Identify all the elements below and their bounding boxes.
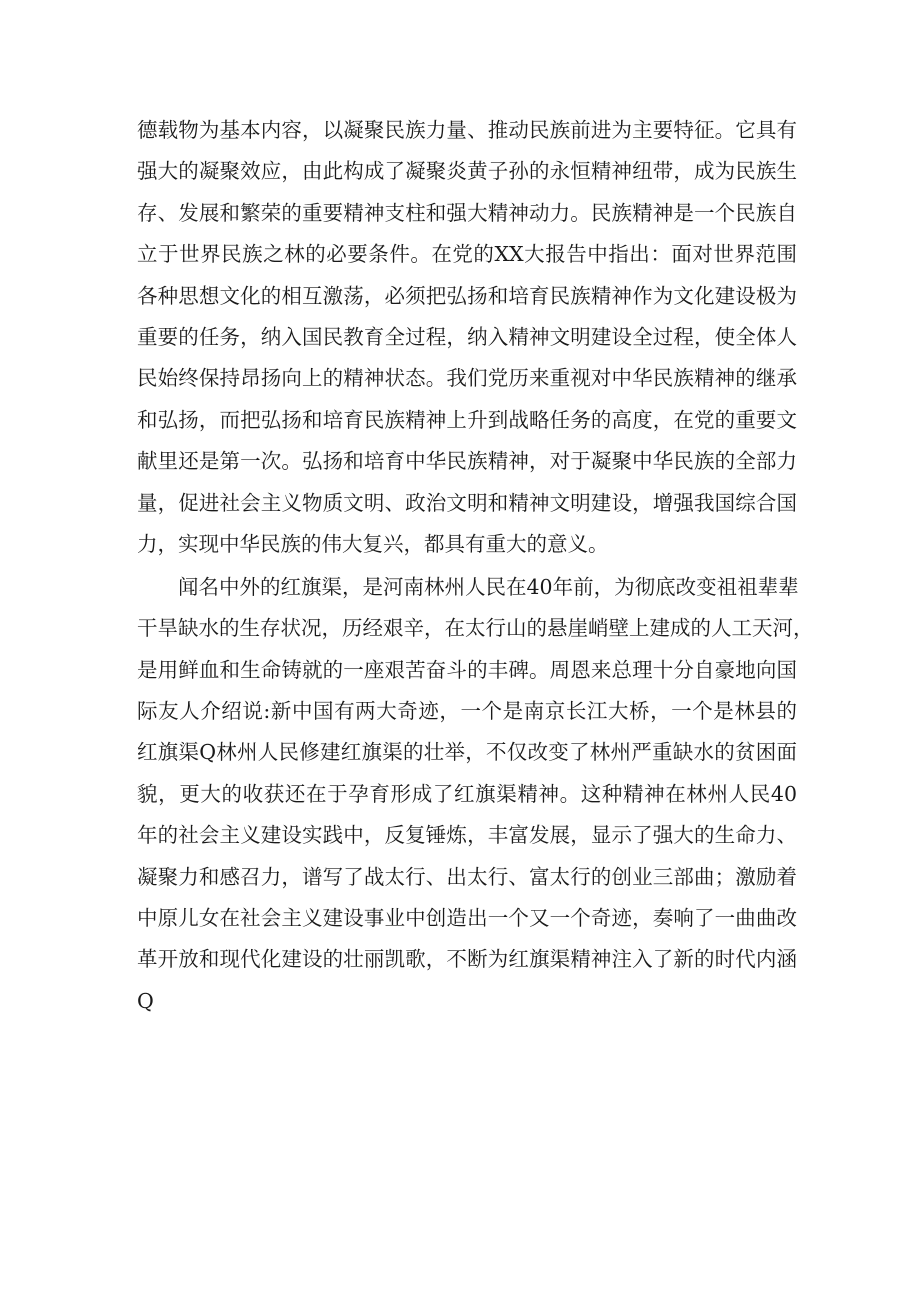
text-line: 德载物为基本内容，以凝聚民族力量、推动民族前进为主要特征。它具有 xyxy=(137,118,797,142)
text-line: 中原儿女在社会主义建设事业中创造出一个又一个奇迹，奏响了一曲曲改 xyxy=(137,906,797,931)
text-line: 各种思想文化的相互激荡，必须把弘扬和培育民族精神作为文化建设极为 xyxy=(137,283,797,308)
text-line: Q xyxy=(137,988,154,1013)
text-line: 闻名中外的红旗渠，是河南林州人民在40年前，为彻底改变祖祖辈辈 xyxy=(137,574,799,599)
paragraph-1 xyxy=(137,110,797,565)
text-line: 年的社会主义建设实践中，反复锤炼，丰富发展，显示了强大的生命力、 xyxy=(137,823,797,848)
text-line: 重要的任务，纳入国民教育全过程，纳入精神文明建设全过程，使全体人 xyxy=(137,324,797,349)
text-line: 和弘扬，而把弘扬和培育民族精神上升到战略任务的高度，在党的重要文 xyxy=(137,407,797,432)
text-line: 立于世界民族之林的必要条件。在党的XX大报告中指出：面对世界范围 xyxy=(137,242,797,267)
text-line: 强大的凝聚效应，由此构成了凝聚炎黄子孙的永恒精神纽带，成为民族生 xyxy=(137,159,797,184)
text-line: 际友人介绍说:新中国有两大奇迹，一个是南京长江大桥，一个是林县的 xyxy=(137,699,797,724)
text-line: 献里还是第一次。弘扬和培育中华民族精神，对于凝聚中华民族的全部力 xyxy=(137,449,797,474)
body-text xyxy=(137,110,814,1022)
text-line: 力，实现中华民族的伟大复兴，都具有重大的意义。 xyxy=(137,531,609,556)
paragraph-2 xyxy=(137,567,814,1022)
text-line: 是用鲜血和生命铸就的一座艰苦奋斗的丰碑。周恩来总理十分自豪地向国 xyxy=(137,657,797,682)
text-line: 存、发展和繁荣的重要精神支柱和强大精神动力。民族精神是一个民族自 xyxy=(137,200,797,225)
text-line: 凝聚力和感召力，谱写了战太行、出太行、富太行的创业三部曲；激励着 xyxy=(137,864,797,889)
text-line: 干旱缺水的生存状况，历经艰辛，在太行山的悬崖峭壁上建成的人工天河， xyxy=(137,616,814,641)
text-line: 量，促进社会主义物质文明、政治文明和精神文明建设，增强我国综合国 xyxy=(137,490,797,515)
text-line: 民始终保持昂扬向上的精神状态。我们党历来重视对中华民族精神的继承 xyxy=(137,366,797,391)
text-line: 貌，更大的收获还在于孕育形成了红旗渠精神。这种精神在林州人民40 xyxy=(137,781,797,806)
text-line: 红旗渠Q林州人民修建红旗渠的壮举，不仅改变了林州严重缺水的贫困面 xyxy=(137,740,797,765)
text-line: 革开放和现代化建设的壮丽凯歌，不断为红旗渠精神注入了新的时代内涵 xyxy=(137,947,797,972)
